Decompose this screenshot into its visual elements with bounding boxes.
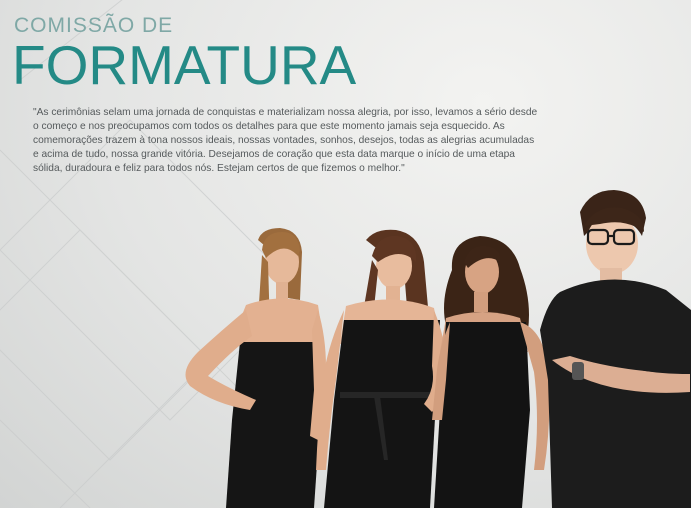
person-2 xyxy=(316,230,448,508)
heading-subtitle: COMISSÃO DE xyxy=(14,14,174,37)
person-3 xyxy=(432,236,549,508)
person-1 xyxy=(186,228,327,508)
page-title: FORMATURA xyxy=(12,34,357,96)
quote-text: "As cerimônias selam uma jornada de conquistas e materializam nossa alegria, por isso, levamos a sério desde o começo e nos preocupamos com todos os detalhes para que este momento jamais seja esquecido. As comemorações trazem à tona nossos ideais, nossas vontades, sonhos, desejos, todas as alegrias acumuladas e acima de tudo, nossa grande vitória. Desejamos de coração que esta data marque o início de uma etapa sólida, duradoura e feliz para todos nós. Estejam certos de que fizemos o melhor." xyxy=(33,107,538,174)
person-4 xyxy=(540,190,691,508)
